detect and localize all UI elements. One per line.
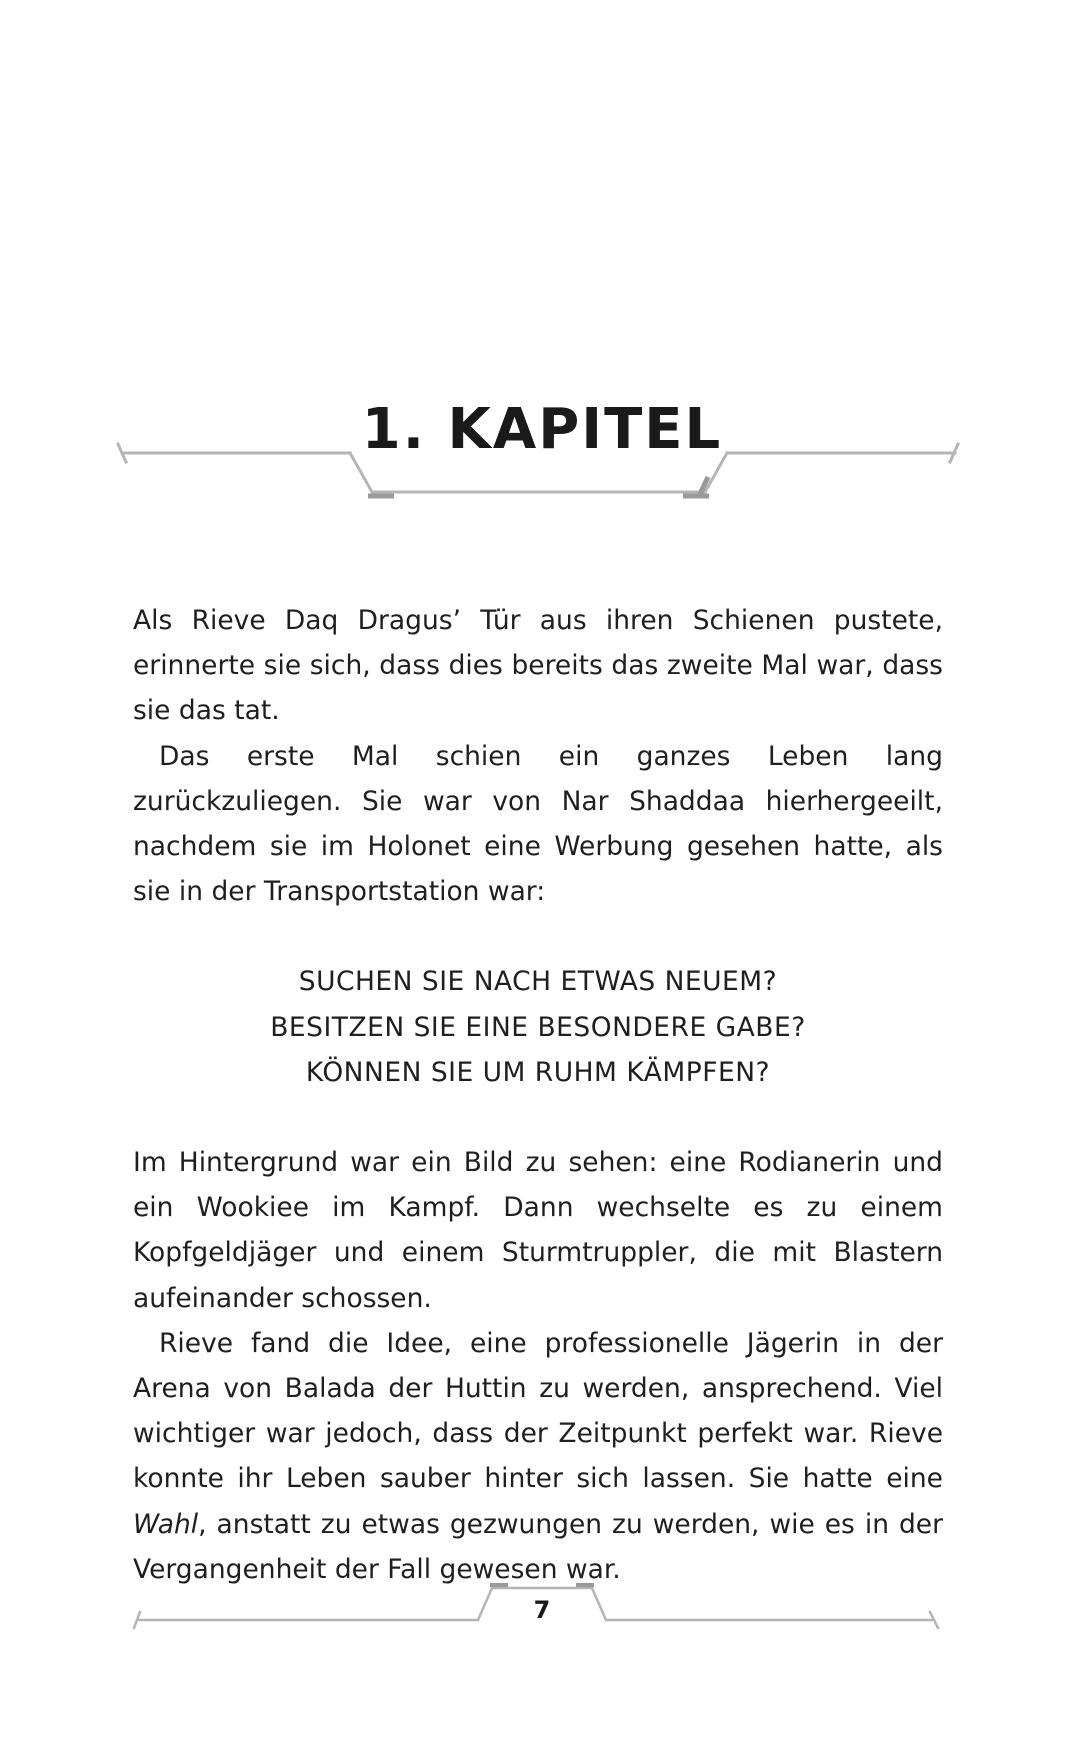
chapter-body bbox=[133, 598, 943, 1592]
paragraph-4-text-a: Rieve fand die Idee, eine professionelle Jägerin in der Arena von Balada der Huttin zu werden, ansprechend. Viel wichtiger war jedoch, dass der Zeitpunkt perfekt war. Rieve konnte ihr Leben sauber hinter sich lassen. Sie hatte eine bbox=[133, 1327, 943, 1495]
holonet-advertisement bbox=[133, 959, 943, 1095]
paragraph-1: Als Rieve Daq Dragus’ Tür aus ihren Schienen pustete, erinnerte sie sich, dass dies bereits das zweite Mal war, dass sie das tat. bbox=[133, 605, 943, 727]
chapter-header bbox=[0, 380, 1084, 510]
ad-line-1: SUCHEN SIE NACH ETWAS NEUEM? bbox=[298, 966, 778, 998]
page-footer bbox=[0, 1580, 1084, 1640]
chapter-title: 1. KAPITEL bbox=[361, 397, 723, 462]
paragraph-4-emphasis: Wahl bbox=[133, 1508, 199, 1540]
paragraph-2: Das erste Mal schien ein ganzes Leben lang zurückzuliegen. Sie war von Nar Shaddaa hierhergeeilt, nachdem sie im Holonet eine Werbung gesehen hatte, als sie in der Transportstation war: bbox=[133, 740, 943, 908]
ad-line-2: BESITZEN SIE EINE BESONDERE GABE? bbox=[270, 1011, 806, 1043]
paragraph-4 bbox=[133, 1321, 943, 1592]
page-number: 7 bbox=[533, 1596, 551, 1624]
ad-line-3: KÖNNEN SIE UM RUHM KÄMPFEN? bbox=[305, 1056, 771, 1088]
paragraph-3: Im Hintergrund war ein Bild zu sehen: eine Rodianerin und ein Wookiee im Kampf. Dann wechselte es zu einem Kopfgeldjäger und einem Sturmtruppler, die mit Blastern aufeinander schossen. bbox=[133, 1147, 943, 1314]
paragraph-4-text-b: , anstatt zu etwas gezwungen zu werden, wie es in der Vergangenheit der Fall gewesen war. bbox=[133, 1508, 943, 1585]
